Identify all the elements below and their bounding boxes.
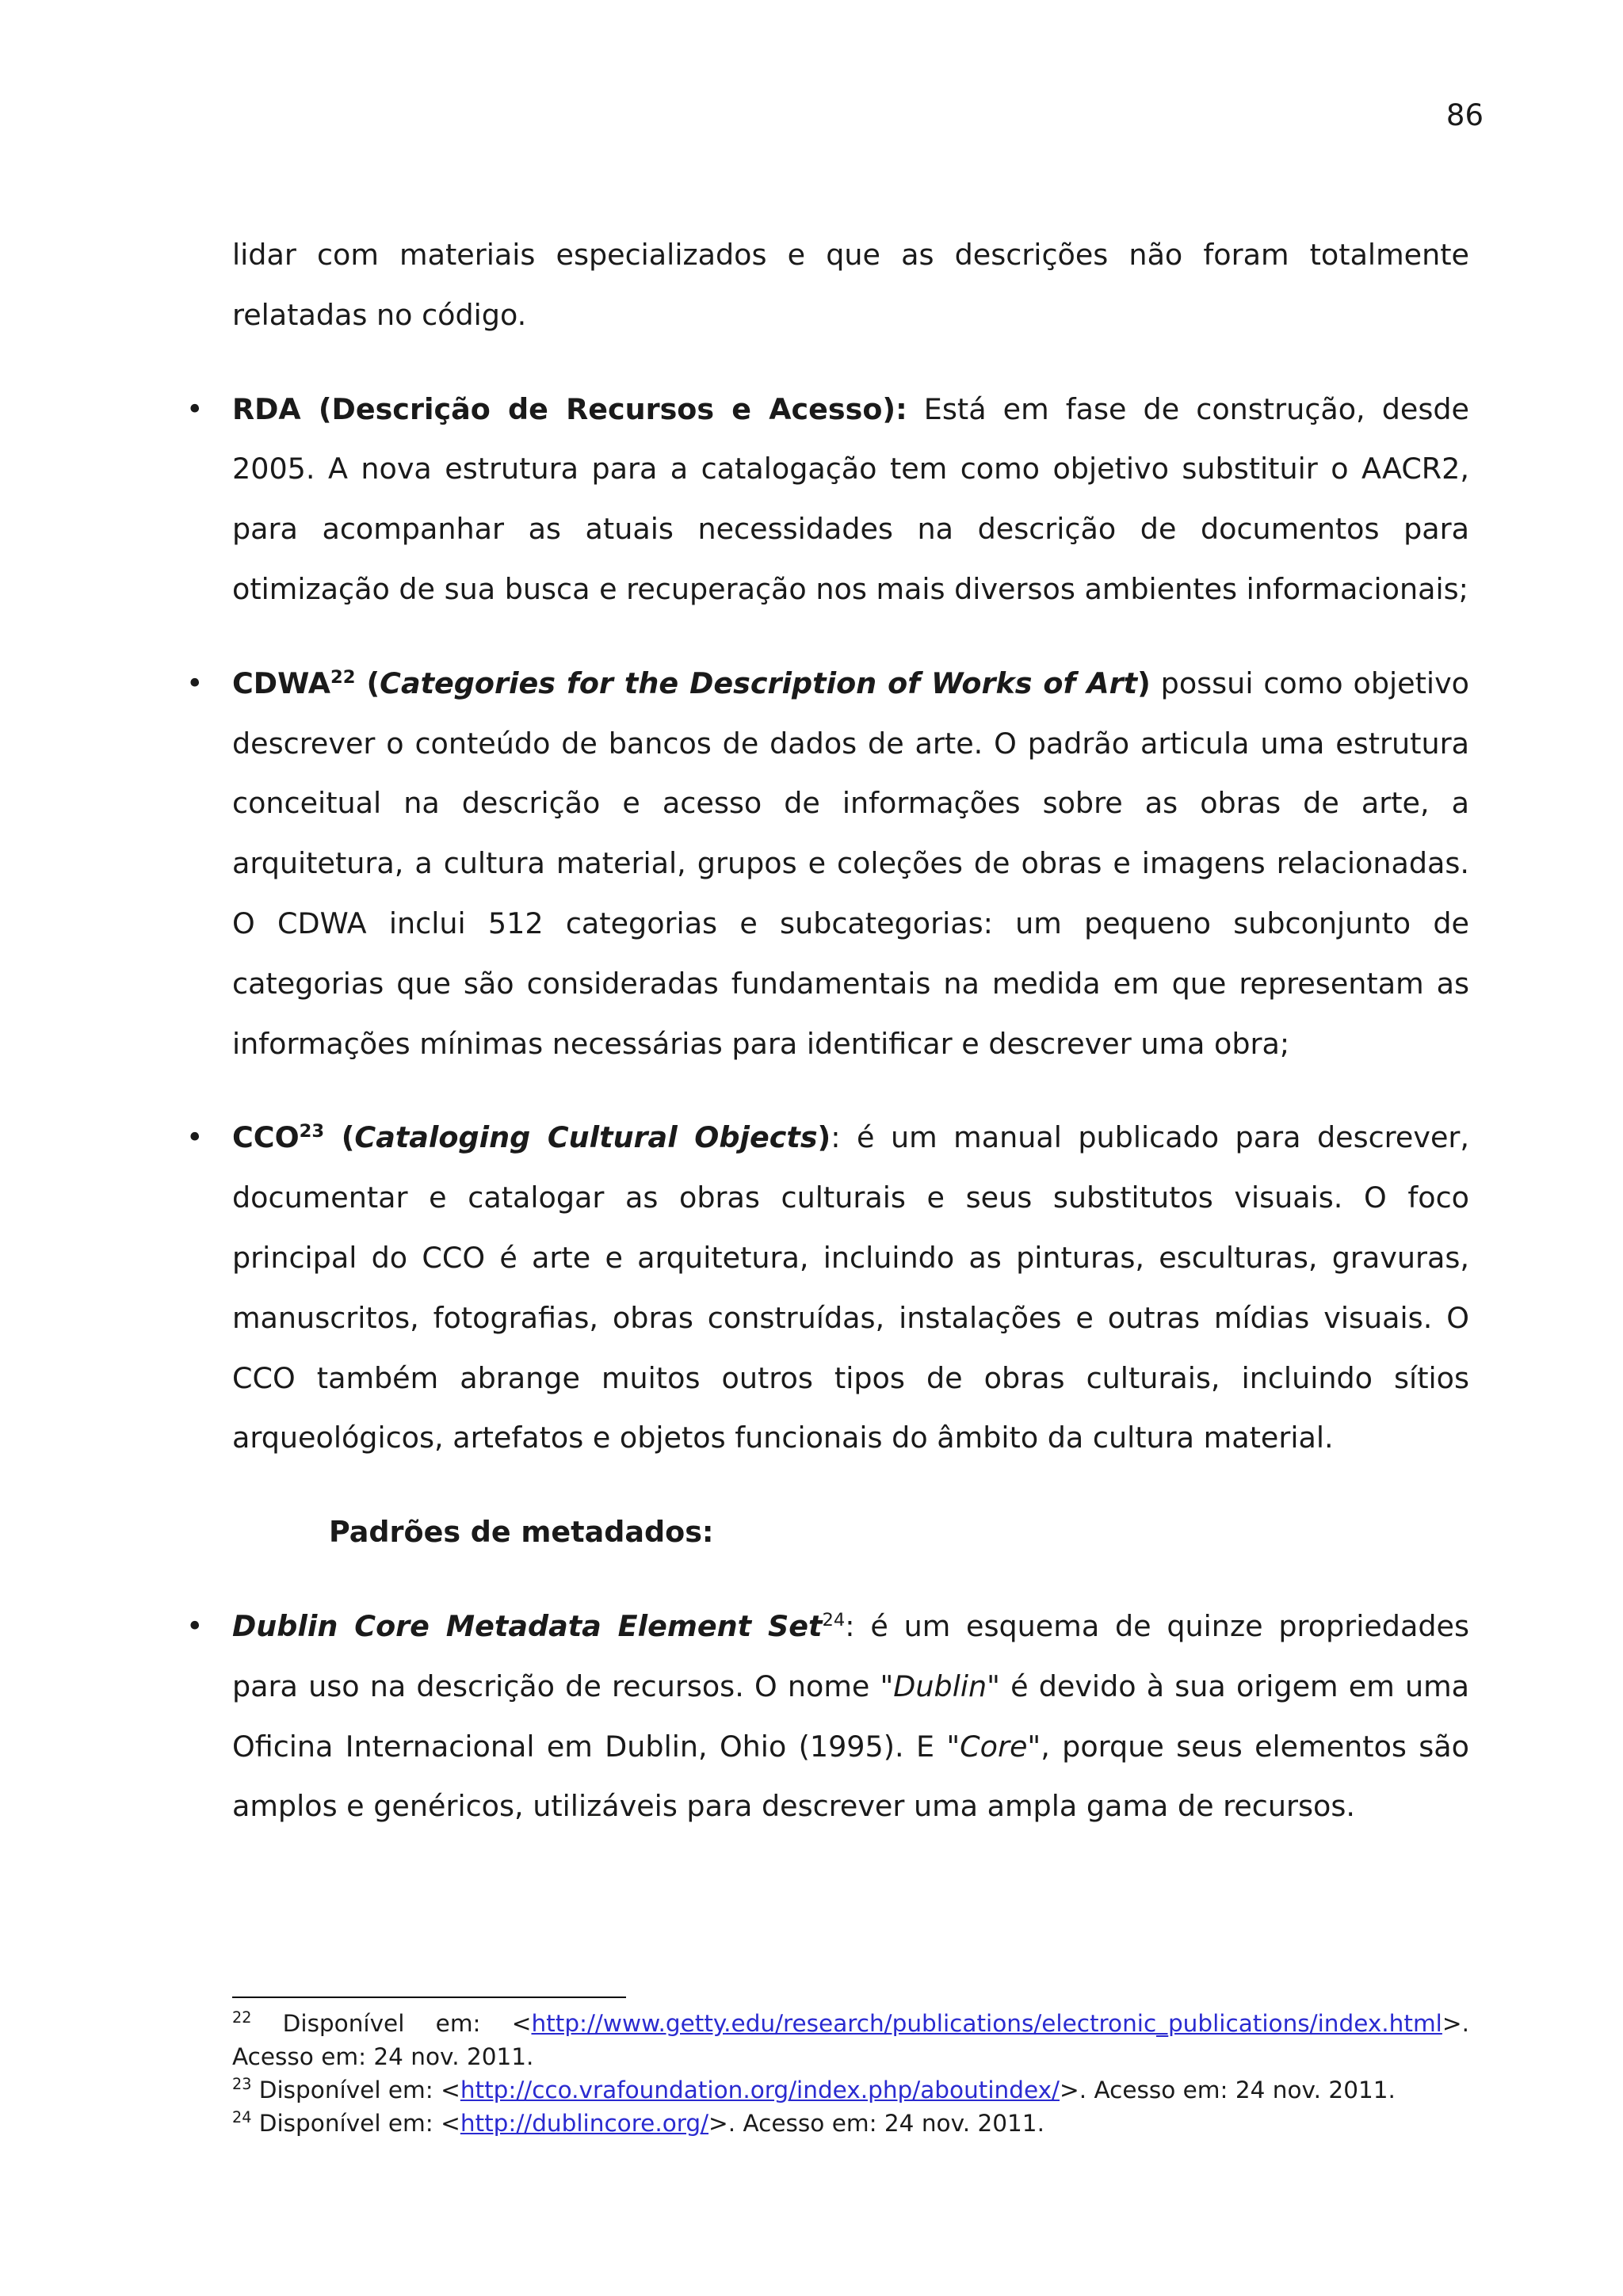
list-item-dublin-core (186, 1596, 1469, 1836)
footnote-link[interactable]: http://dublincore.org/ (460, 2110, 709, 2137)
bullet-icon: • (186, 1120, 204, 1155)
dublin-italic-2: Core (960, 1729, 1028, 1764)
dublin-italic-1: Dublin (893, 1669, 987, 1703)
list-item-cco (186, 1108, 1470, 1468)
footnote-22 (232, 2007, 1469, 2073)
cdwa-open-paren: ( (355, 666, 380, 700)
body-content (186, 225, 1470, 1836)
bullet-icon: • (186, 1608, 204, 1643)
cdwa-term: CDWA (232, 666, 330, 700)
footnote-link[interactable]: http://www.getty.edu/research/publications/electronic_publications/index.html (531, 2010, 1442, 2037)
cdwa-text: possui como objetivo descrever o conteúdo de bancos de dados de arte. O padrão articula uma estrutura conceitual na descrição e acesso de informações sobre as obras de arte, a arquitetura, a cultura material, grupos e coleções de obras e imagens relacionadas. O CDWA inclui 512 categorias e subcategorias: um pequeno subconjunto de categorias que são consideradas fundamentais na medida em que representam as informações mínimas necessárias para identificar e descrever uma obra; (232, 666, 1469, 1061)
cdwa-close-paren: ) (1137, 666, 1151, 700)
bullet-icon: • (186, 391, 204, 426)
footnote-link[interactable]: http://cco.vrafoundation.org/index.php/aboutindex/ (460, 2077, 1060, 2103)
footnote-ref-22[interactable]: 22 (330, 666, 356, 688)
list-item-rda (186, 379, 1469, 620)
bullet-icon: • (186, 666, 204, 700)
cco-text: : é um manual publicado para descrever, documentar e catalogar as obras culturais e seus substitutos visuais. O foco principal do CCO é arte e arquitetura, incluindo as pinturas, esculturas, gravuras, manuscritos, fotografias, obras construídas, instalações e outras mídias visuais. O CCO também abrange muitos outros tipos de obras culturais, incluindo sítios arqueológicos, artefatos e objetos funcionais do âmbito da cultura material. (232, 1120, 1470, 1455)
footnote-text: >. Acesso em: 24 nov. 2011. (708, 2110, 1044, 2137)
intro-paragraph: lidar com materiais especializados e que as descrições não foram totalmente relatadas no código. (232, 238, 1469, 332)
dublin-paragraph (232, 1596, 1469, 1836)
dublin-text-2: " é devido à sua origem em uma Oficina Internacional em Dublin, Ohio (1995). E " (232, 1669, 1469, 1764)
footnotes (232, 2007, 1469, 2140)
footnote-ref-23[interactable]: 23 (299, 1121, 325, 1142)
footnote-number: 22 (232, 2008, 252, 2027)
footnote-number: 23 (232, 2075, 252, 2094)
footnote-divider (232, 1997, 626, 1998)
cdwa-full-name: Categories for the Description of Works of Art (380, 666, 1138, 700)
rda-paragraph (232, 379, 1469, 620)
footnote-text: Disponível em: < (251, 2010, 532, 2037)
footnote-text: >. Acesso em: 24 nov. 2011. (232, 2010, 1469, 2070)
rda-text: Está em fase de construção, desde 2005. A nova estrutura para a catalogação tem como objetivo substituir o AACR2, para acompanhar as atuais necessidades na descrição de documentos para otimização de sua busca e recuperação nos mais diversos ambientes informacionais; (232, 391, 1469, 606)
cco-full-name: Cataloging Cultural Objects (354, 1120, 818, 1155)
footnote-ref-24[interactable]: 24 (822, 1609, 846, 1630)
page-number: 86 (1445, 98, 1484, 132)
rda-term: RDA (Descrição de Recursos e Acesso): (232, 391, 907, 426)
footnote-24 (232, 2107, 1469, 2140)
section-subheading: Padrões de metadados: (329, 1515, 714, 1550)
footnote-number: 24 (232, 2108, 252, 2127)
dublin-text-3: ", porque seus elementos são amplos e genéricos, utilizáveis para descrever uma ampla gama de recursos. (232, 1729, 1469, 1824)
footnote-23 (232, 2073, 1469, 2107)
cco-open-paren: ( (324, 1120, 355, 1155)
footnote-text: Disponível em: < (251, 2077, 460, 2103)
dublin-term: Dublin Core Metadata Element Set (232, 1608, 823, 1643)
cdwa-paragraph (232, 654, 1469, 1074)
cco-paragraph (232, 1108, 1469, 1468)
cco-term: CCO (232, 1120, 300, 1155)
cco-close-paren: ) (817, 1120, 831, 1155)
footnote-text: Disponível em: < (251, 2110, 460, 2137)
dublin-text-1: : é um esquema de quinze propriedades para uso na descrição de recursos. O nome " (232, 1608, 1469, 1703)
list-item-cdwa (186, 654, 1469, 1074)
footnote-text: >. Acesso em: 24 nov. 2011. (1059, 2077, 1396, 2103)
